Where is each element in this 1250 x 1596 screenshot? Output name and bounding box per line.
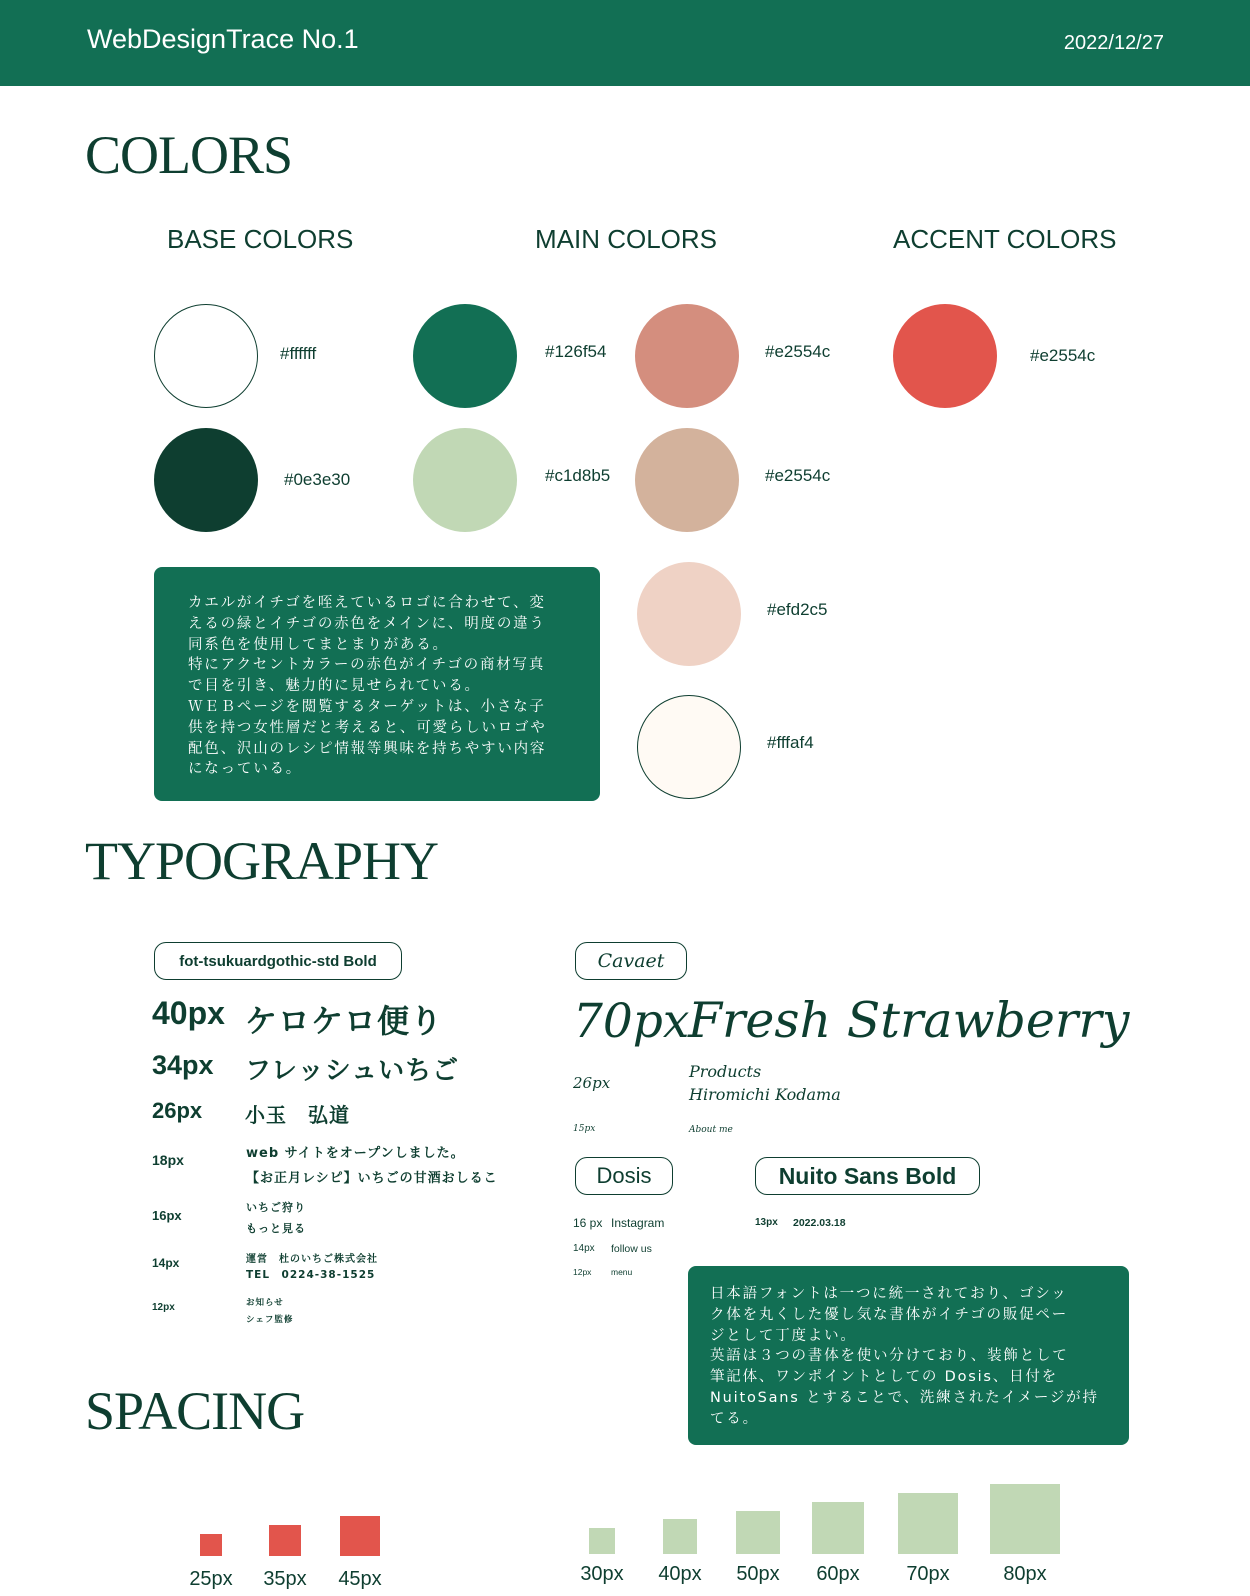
nuito-size-13: 13px — [755, 1217, 778, 1228]
main-swatch-4 — [635, 428, 739, 532]
jp-sample-34: フレッシュいちご — [245, 1056, 460, 1086]
jp-sample-14-line2: TEL 0224-38-1525 — [246, 1269, 376, 1281]
spacing-green-label: 50px — [736, 1563, 780, 1585]
nuito-font-label: Nuito Sans Bold — [755, 1157, 980, 1195]
dosis-size-12: 12px — [573, 1267, 592, 1277]
spacing-red-label: 45px — [338, 1568, 382, 1590]
spacing-green-label: 30px — [580, 1563, 624, 1585]
spacing-green-label: 40px — [658, 1563, 702, 1585]
main-hex-3: #e2554c — [765, 342, 831, 361]
main-hex-6: #fffaf4 — [767, 733, 814, 752]
accent-colors-title: ACCENT COLORS — [893, 224, 1117, 254]
main-swatch-1 — [413, 304, 517, 408]
jp-size-34: 34px — [152, 1050, 214, 1080]
main-hex-1: #126f54 — [545, 342, 607, 361]
jp-sample-40: ケロケロ便り — [245, 1002, 444, 1040]
base-swatch-1 — [154, 304, 258, 408]
base-colors-title: BASE COLORS — [167, 224, 354, 254]
main-hex-4: #e2554c — [765, 466, 831, 485]
jp-font-label: fot-tsukuardgothic-std Bold — [154, 942, 402, 980]
spacing-green-square — [990, 1484, 1060, 1554]
jp-sample-26: 小玉 弘道 — [245, 1103, 350, 1127]
jp-sample-12-line1: お知らせ — [246, 1298, 284, 1308]
jp-sample-18-line1: web サイトをオープンしました。 — [246, 1146, 465, 1161]
colors-title: COLORS — [85, 125, 293, 185]
spacing-green-square — [812, 1502, 864, 1554]
header-title: WebDesignTrace No.1 — [87, 24, 359, 54]
spacing-green-label: 70px — [906, 1563, 950, 1585]
cavaet-size-15: 15px — [573, 1124, 596, 1134]
base-hex-2: #0e3e30 — [284, 470, 351, 489]
spacing-green-label: 80px — [1003, 1563, 1047, 1585]
base-swatch-2 — [154, 428, 258, 532]
spacing-red-square — [340, 1516, 381, 1557]
dosis-sample-16: Instagram — [611, 1216, 665, 1230]
jp-sample-16-line2: もっと見る — [246, 1222, 306, 1235]
spacing-red-label: 25px — [189, 1568, 233, 1590]
jp-size-26: 26px — [152, 1098, 203, 1123]
jp-size-12: 12px — [152, 1302, 175, 1313]
dosis-size-14: 14px — [573, 1243, 595, 1254]
main-hex-5: #efd2c5 — [767, 600, 828, 619]
jp-sample-16-line1: いちご狩り — [246, 1201, 306, 1214]
main-swatch-3 — [635, 304, 739, 408]
spacing-green-square — [663, 1519, 698, 1554]
dosis-sample-14: follow us — [611, 1243, 652, 1255]
spacing-green-square — [898, 1493, 959, 1554]
spacing-title: SPACING — [85, 1381, 305, 1441]
cavaet-sample-26-line1: Products — [689, 1062, 762, 1081]
cavaet-sample-15: About me — [689, 1125, 733, 1135]
cavaet-font-label: Cavaet — [575, 942, 687, 980]
cavaet-size-70: 70px — [573, 994, 690, 1049]
spacing-green-square — [589, 1528, 615, 1554]
accent-swatch-1 — [893, 304, 997, 408]
typography-note: 日本語フォントは一つに統一されており、ゴシッ ク体を丸くした優し気な書体がイチゴの販促ペー ジとして丁度よい。 英語は３つの書体を使い分けており、装飾として 筆記体、ワンポイントとしての Dosis、日付を NuitoSans とすることで、洗練されたイメージが持 てる。 — [688, 1266, 1129, 1445]
cavaet-size-26: 26px — [573, 1074, 611, 1092]
main-swatch-2 — [413, 428, 517, 532]
cavaet-sample-70: Fresh Strawberry — [688, 992, 1130, 1049]
jp-sample-12-line2: シェフ監修 — [246, 1315, 294, 1325]
main-hex-2: #c1d8b5 — [545, 466, 611, 485]
main-swatch-6 — [637, 695, 741, 799]
jp-sample-18-line2: 【お正月レシピ】いちごの甘酒おしるこ — [246, 1171, 498, 1186]
nuito-sample-13: 2022.03.18 — [793, 1217, 846, 1229]
jp-size-18: 18px — [152, 1152, 184, 1168]
base-hex-1: #ffffff — [280, 344, 317, 363]
main-swatch-5 — [637, 562, 741, 666]
main-colors-title: MAIN COLORS — [535, 224, 718, 254]
spacing-red-label: 35px — [263, 1568, 307, 1590]
cavaet-sample-26-line2: Hiromichi Kodama — [689, 1085, 841, 1104]
dosis-sample-12: menu — [611, 1267, 633, 1277]
jp-size-14: 14px — [152, 1256, 180, 1270]
dosis-size-16: 16 px — [573, 1216, 603, 1230]
jp-size-16: 16px — [152, 1208, 182, 1223]
jp-size-40: 40px — [152, 995, 225, 1031]
spacing-green-label: 60px — [816, 1563, 860, 1585]
accent-hex-1: #e2554c — [1030, 346, 1096, 365]
colors-note: カエルがイチゴを咥えているロゴに合わせて、変 えるの緑とイチゴの赤色をメインに、明度の違う 同系色を使用してまとまりがある。 特にアクセントカラーの赤色がイチゴの商材写真 で目を引き、魅力的に見せられている。 ＷＥＢページを閲覧するターゲットは、小さな子 供を持つ女性層だと考えると、可愛らしいロゴや 配色、沢山のレシピ情報等興味を持ちやすい内容 になっている。 — [154, 567, 600, 801]
spacing-red-square — [269, 1525, 301, 1557]
header-date: 2022/12/27 — [1063, 32, 1164, 54]
dosis-font-label: Dosis — [575, 1157, 673, 1195]
spacing-red-square — [200, 1534, 223, 1557]
spacing-green-square — [736, 1511, 780, 1555]
jp-sample-14-line1: 運営 杜のいちご株式会社 — [246, 1254, 378, 1265]
typography-title: TYPOGRAPHY — [85, 831, 439, 891]
